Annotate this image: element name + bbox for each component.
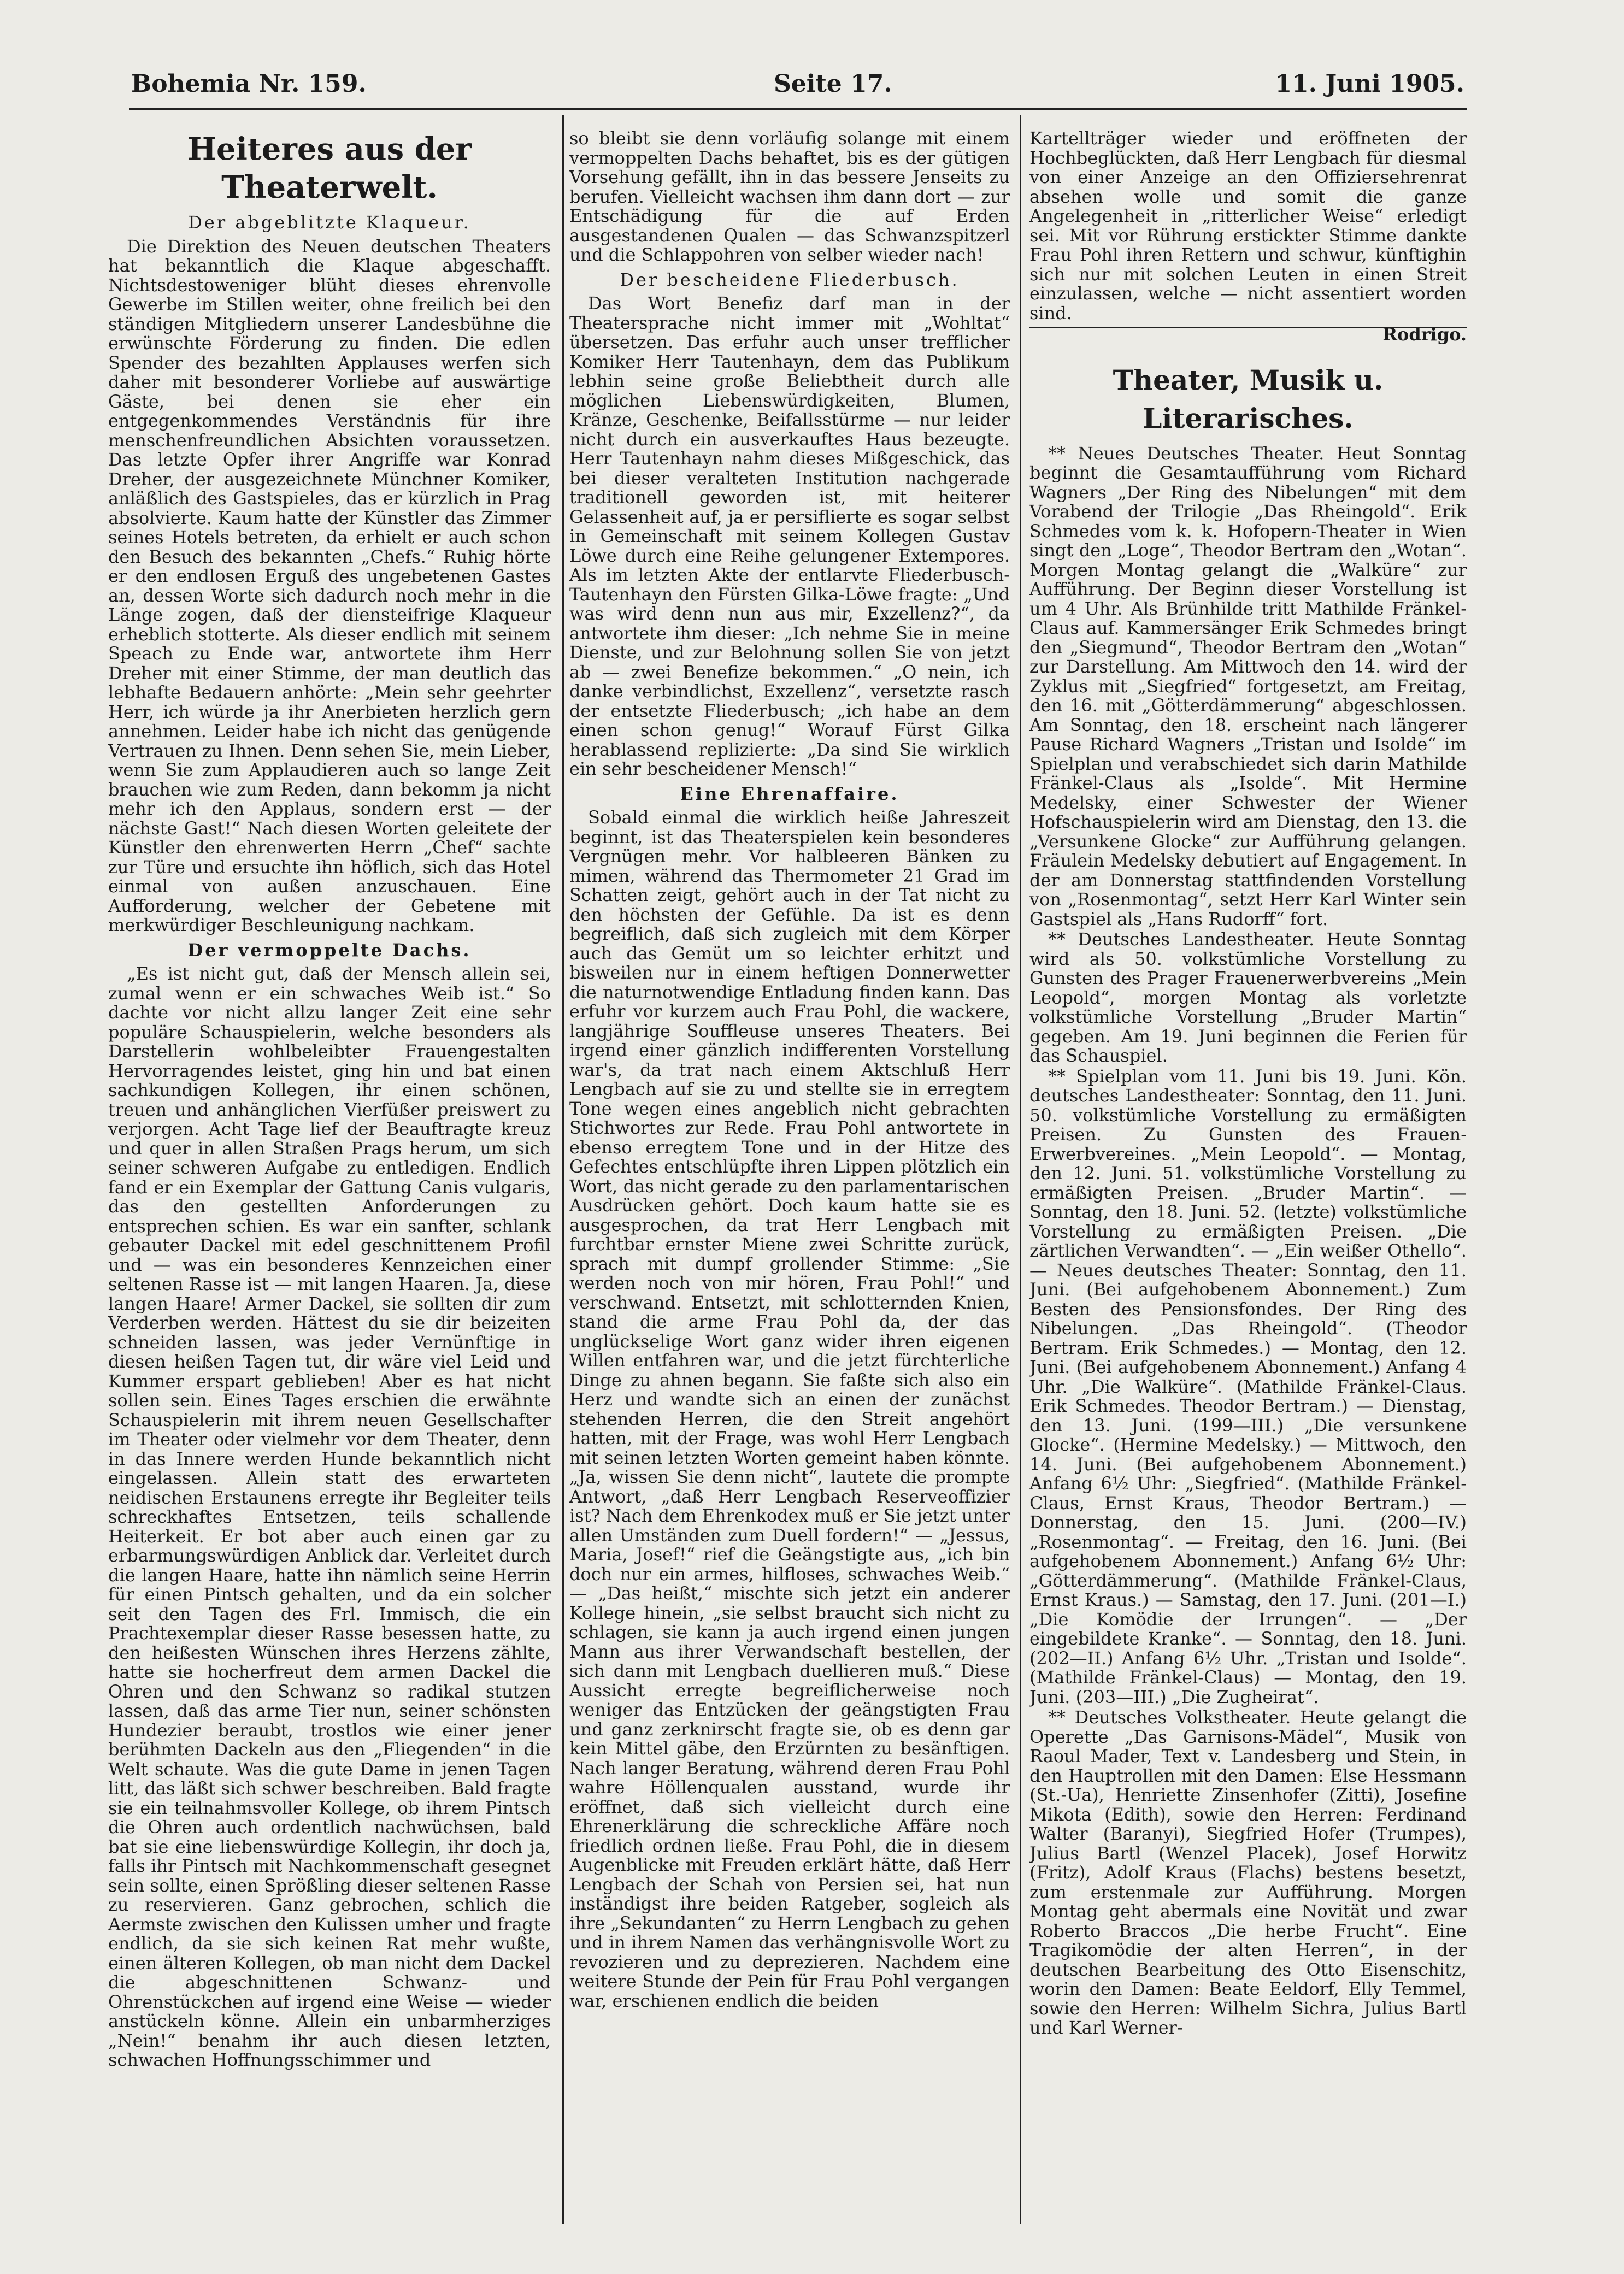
- notice-deutsches-volkstheater: ** Deutsches Volkstheater. Heute gelangt die Operette „Das Garnisons-Mädel“, Musik von Raoul Mader, Text v. Landesberg und Stein, in den Hauptrollen mit den Damen: Else Hessmann (St.-Ua), Henriette Zinsenhofer (Zitti), Josefine Mikota (Edith), sowie den Herren: Ferdinand Walter (Baranyi), Siegfried Hofer (Trumpes), Julius Bartl (Wenzel Placek), Josef Horwitz (Fritz), Adolf Kraus (Flachs) bestens besetzt, zum erstenmale zur Aufführung. Morgen Montag geht abermals eine Novität und zwar Roberto Braccos „Die herbe Frucht“. Eine Tragikomödie der alten Herren“, in der deutschen Bearbeitung des Otto Eisenschitz, worin den Damen: Beate Eeldorf, Elly Temmel, sowie den Herren: Wilhelm Sichra, Julius Bartl und Karl Werner-: [1029, 1707, 1467, 2038]
- article-body-klaqueur: Die Direktion des Neuen deutschen Theaters hat bekanntlich die Klaque abgeschafft. Nichtsdestoweniger blüht dieses ehrenvolle Gewerbe im Stillen weiter, ohne freilich bei den ständigen Mitgliedern unserer Landesbühne die erwünschte Förderung zu finden. Die edlen Spender des bezahlten Applauses werfen sich daher mit besonderer Vorliebe auf auswärtige Gäste, bei denen sie eher ein entgegenkommendes Verständnis für ihre menschenfreundlichen Absichten voraussetzen. Das letzte Opfer ihrer Angriffe war Konrad Dreher, der ausgezeichnete Münchner Komiker, anläßlich des Gastspieles, das er kürzlich in Prag absolvierte. Kaum hatte der Künstler das Zimmer seines Hotels betreten, da erhielt er auch schon den Besuch des bekannten „Chefs.“ Ruhig hörte er den endlosen Erguß des ungebetenen Gastes an, dessen Worte sich dadurch noch mehr in die Länge zogen, daß der diensteifrige Klaqueur erheblich stotterte. Als dieser endlich mit seinem Speach zu Ende war, antwortete ihm Herr Dreher mit einer Stimme, der man deutlich das lebhafte Bedauern anhörte: „Mein sehr geehrter Herr, ich würde ja ihr Anerbieten herzlich gern annehmen. Leider habe ich nicht das genügende Vertrauen zu Ihnen. Denn sehen Sie, mein Lieber, wenn Sie zum Applaudieren auch so lange Zeit brauchen wie zum Reden, dann bekomm ja nicht mehr ich den Applaus, sondern erst — der nächste Gast!“ Nach diesen Worten geleitete der Künstler den ehrenwerten Herrn „Chef“ sachte zur Türe und ersuchte ihn höflich, sich das Hotel einmal von außen anzuschauen. Eine Aufforderung, welcher der Gebetene mit merkwürdiger Beschleunigung nachkam.: [108, 235, 551, 935]
- column-3: [1029, 129, 1467, 2274]
- notice-neues-deutsches-theater: ** Neues Deutsches Theater. Heut Sonntag beginnt die Gesamtaufführung vom Richard Wagners „Der Ring des Nibelungen“ mit dem Vorabend der Trilogie „Das Rheingold“. Erik Schmedes vom k. k. Hofopern-Theater in Wien singt den „Loge“, Theodor Bertram den „Wotan“. Morgen Montag gelangt die „Walküre“ zur Aufführung. Der Beginn dieser Vorstellung ist um 4 Uhr. Als Brünhilde tritt Mathilde Fränkel-Claus auf. Kammersänger Erik Schmedes bringt den „Siegmund“, Theodor Bertram den „Wotan“ zur Darstellung. Am Mittwoch den 14. wird der Zyklus mit „Siegfried“ fortgesetzt, am Freitag, den 16. mit „Götterdämmerung“ abgeschlossen. Am Sonntag, den 18. erscheint nach längerer Pause Richard Wagners „Tristan und Isolde“ im Spielplan und verabschiedet sich darin Mathilde Fränkel-Claus als „Isolde“. Mit Hermine Medelsky, einer Schwester der Wiener Hofschauspielerin wird am Dienstag, den 13. die „Versunkene Glocke“ zur Aufführung gelangen. Fräulein Medelsky debutiert auf Engagement. In der am Donnerstag stattfindenden Vorstellung von „Rosenmontag“, setzt Herr Karl Winter sein Gastspiel als „Hans Rudorff“ fort.: [1029, 443, 1467, 929]
- article-body-fliederbusch: Das Wort Benefiz darf man in der Theatersprache nicht immer mit „Wohltat“ übersetzen. Das erfuhr auch unser trefflicher Komiker Herr Tautenhayn, dem das Publikum lebhin seine große Beliebtheit durch alle möglichen Liebenswürdigkeiten, Blumen, Kränze, Geschenke, Beifallsstürme — nur leider nicht durch ein ausverkauftes Haus bezeugte. Herr Tautenhayn nahm dieses Mißgeschick, das bei dieser veralteten Institution nachgerade traditionell geworden ist, mit heiterer Gelassenheit auf, ja er persiflierte es sogar selbst in Gemeinschaft mit seinem Kollegen Gustav Löwe durch eine Reihe gelungener Extempores. Als im letzten Akte der entlarvte Fliederbusch-Tautenhayn den Fürsten Gilka-Löwe fragte: „Und was wird denn nun aus mir, Exzellenz?“, da antwortete ihm dieser: „Ich nehme Sie in meine Dienste, und zur Belohnung sollen Sie von jetzt ab — zwei Benefize bekommen.“ „O nein, ich danke verbindlichst, Exzellenz“, versetzte rasch der entsetzte Fliederbusch; „ich habe an dem einen schon genug!“ Worauf Fürst Gilka herablassend replizierte: „Da sind Sie wirklich ein sehr bescheidener Mensch!“: [569, 293, 1010, 779]
- issue-date: 11. Juni 1905.: [1275, 70, 1464, 98]
- page-number: Seite 17.: [774, 70, 892, 98]
- article-body-dachs-continued: so bleibt sie denn vorläufig solange mit einem vermoppelten Dachs behaftet, bis es der gütigen Vorsehung gefällt, ihn in das bessere Jenseits zu berufen. Vielleicht wachsen ihm dann dort — zur Entschädigung für die auf Erden ausgestandenen Qualen — das Schwanzspitzerl und die Schlappohren von selber wieder nach!: [569, 129, 1010, 265]
- notice-spielplan: ** Spielplan vom 11. Juni bis 19. Juni. Kön. deutsches Landestheater: Sonntag, den 11. Juni. 50. volkstümliche Vorstellung zu ermäßigten Preisen. Zu Gunsten des Frauen-Erwerbvereines. „Mein Leopold“. — Montag, den 12. Juni. 51. volkstümliche Vorstellung zu ermäßigten Preisen. „Bruder Martin“. — Sonntag, den 18. Juni. 52. (letzte) volkstümliche Vorstellung zu ermäßigten Preisen. „Die zärtlichen Verwandten“. — „Ein weißer Othello“. — Neues deutsches Theater: Sonntag, den 11. Juni. (Bei aufgehobenem Abonnement.) Zum Besten des Pensionsfondes. Der Ring des Nibelungen. „Das Rheingold“. (Theodor Bertram. Erik Schmedes.) — Montag, den 12. Juni. (Bei aufgehobenem Abonnement.) Anfang 4 Uhr. „Die Walküre“. (Mathilde Fränkel-Claus. Erik Schmedes. Theodor Bertram.) — Dienstag, den 13. Juni. (199—III.) „Die versunkene Glocke“. (Hermine Medelsky.) — Mittwoch, den 14. Juni. (Bei aufgehobenem Abonnement.) Anfang 6½ Uhr: „Siegfried“. (Mathilde Fränkel-Claus, Ernst Kraus, Theodor Bertram.) — Donnerstag, den 15. Juni. (200—IV.) „Rosenmontag“. — Freitag, den 16. Juni. (Bei aufgehobenem Abonnement.) Anfang 6½ Uhr: „Götterdämmerung“. (Mathilde Fränkel-Claus, Ernst Kraus.) — Samstag, den 17. Juni. (201—I.) „Die Komödie der Irrungen“. — „Der eingebildete Kranke“. — Sonntag, den 18. Juni. (202—II.) Anfang 6½ Uhr. „Tristan und Isolde“. (Mathilde Fränkel-Claus) — Montag, den 19. Juni. (203—III.) „Die Zugheirat“.: [1029, 1065, 1467, 1707]
- article-heading-dachs: Der vermoppelte Dachs.: [187, 939, 472, 961]
- article-heading-fliederbusch: Der bescheidene Fliederbusch.: [620, 269, 960, 290]
- column-2: [569, 129, 1010, 2274]
- author-signature: Rodrigo.: [1382, 324, 1467, 345]
- column-1: [108, 127, 551, 2274]
- article-body-dachs: „Es ist nicht gut, daß der Mensch allein sei, zumal wenn er ein schwaches Weib ist.“ So dachte vor nicht allzu langer Zeit eine sehr populäre Schauspielerin, welche besonders als Darstellerin wohlbeleibter Frauengestalten Hervorragendes leistet, ging hin und bat einen sachkundigen Kollegen, ihr einen schönen, treuen und anhänglichen Vierfüßer preiswert zu verjorgen. Acht Tage lief der Beauftragte kreuz und quer in allen Straßen Prags herum, um sich seiner schweren Aufgabe zu entledigen. Endlich fand er ein Exemplar der Gattung Canis vulgaris, das den gestellten Anforderungen zu entsprechen schien. Es war ein sanfter, schlank gebauter Dackel mit edel geschnittenem Profil und — was ein besonderes Kennzeichen einer seltenen Rasse ist — mit langen Haaren. Ja, diese langen Haare! Armer Dackel, sie sollten dir zum Verderben werden. Hättest du sie dir beizeiten schneiden lassen, was jeder Vernünftige in diesen heißen Tagen tut, dir wäre viel Leid und Kummer erspart geblieben! Aber es hat nicht sollen sein. Eines Tages erschien die erwähnte Schauspielerin mit ihrem neuen Gesellschafter im Theater oder vielmehr vor dem Theater, denn in das Innere werden Hunde bekanntlich nicht eingelassen. Allein statt des erwarteten neidischen Erstaunens erregte ihr Begleiter teils schreckhaftes Entsetzen, teils schallende Heiterkeit. Er bot aber auch einen gar zu erbarmungswürdigen Anblick dar. Verleitet durch die langen Haare, hatte ihn nämlich seine Herrin für einen Pintsch gehalten, und da ein solcher seit den Tagen des Frl. Immisch, die ein Prachtexemplar dieser Rasse besessen hatte, zu den heißesten Wünschen ihres Herzens zählte, hatte sie hocherfreut dem armen Dackel die Ohren und den Schwanz so radikal stutzen lassen, daß das arme Tier nun, seiner schönsten Hundezier beraubt, trostlos wie einer jener berühmten Dackeln aus den „Fliegenden“ in die Welt schaute. Was die gute Dame in jenen Tagen litt, das läßt sich schwer beschreiben. Bald fragte sie ein teilnahmsvoller Kollege, ob ihrem Pintsch die Ohren auch ordentlich nachwüchsen, bald bat sie eine liebenswürdige Kollegin, ihr doch ja, falls ihr Pintsch mit Nachkommenschaft gesegnet sein sollte, einen Sprößling dieser seltenen Rasse zu reservieren. Ganz gebrochen, schlich die Aermste zwischen den Kulissen umher und fragte endlich, da sie sich keinen Rat mehr wußte, einen älteren Kollegen, ob man nicht dem Dackel die abgeschnittenen Schwanz- und Ohrenstückchen auf irgend eine Weise — wieder anstückeln könne. Allein ein unbarmherziges „Nein!“ benahm ihr auch diesen letzten, schwachen Hoffnungsschimmer und: [108, 963, 551, 2070]
- article-heading-klaqueur: Der abgeblitzte Klaqueur.: [188, 212, 471, 233]
- article-body-ehrenaffaire-continued: Kartellträger wieder und eröffneten der Hochbeglückten, daß Herr Lengbach für diesmal von einer Anzeige an den Offiziersehrenrat absehen wolle und somit die ganze Angelegenheit in „ritterlicher Weise“ erledigt sei. Mit vor Rührung erstickter Stimme dankte Frau Pohl ihren Rettern und schwur, künftighin sich nur mit solchen Leuten in einen Streit einzulassen, welche — nicht assentiert worden sind.: [1029, 129, 1467, 323]
- column-divider-2: [1020, 115, 1021, 2224]
- section-title-theater-musik: Theater, Musik u. Literarisches.: [1113, 363, 1384, 434]
- issue-number: Bohemia Nr. 159.: [131, 70, 367, 98]
- article-body-ehrenaffaire: Sobald einmal die wirklich heiße Jahreszeit beginnt, ist das Theaterspielen kein besonderes Vergnügen mehr. Vor halbleeren Bänken zu mimen, während das Thermometer 21 Grad im Schatten zeigt, gehört auch in der Tat nicht zu den höchsten der Gefühle. Da ist es denn begreiflich, daß sich zugleich mit dem Körper auch das Gemüt um so leichter erhitzt und bisweilen nur in einem heftigen Donnerwetter die naturnotwendige Entladung finden kann. Das erfuhr vor kurzem auch Frau Pohl, die wackere, langjährige Souffleuse unseres Theaters. Bei irgend einer gänzlich indifferenten Vorstellung war's, da trat nach einem Aktschluß Herr Lengbach auf sie zu und stellte sie in erregtem Tone wegen eines angeblich nicht gebrachten Stichwortes zur Rede. Frau Pohl antwortete in ebenso erregtem Tone und in der Hitze des Gefechtes entschlüpfte ihren Lippen plötzlich ein Wort, das nicht gerade zu den parlamentarischen Ausdrücken gehört. Doch kaum hatte sie es ausgesprochen, da trat Herr Lengbach mit furchtbar ernster Miene zwei Schritte zurück, sprach mit dumpf grollender Stimme: „Sie werden noch von mir hören, Frau Pohl!“ und verschwand. Entsetzt, mit schlotternden Knien, stand die arme Frau Pohl da, der das unglückselige Wort ganz wider ihren eigenen Willen entfahren war, und die jetzt fürchterliche Dinge zu ahnen begann. Sie faßte sich also ein Herz und wandte sich an einen der zunächst stehenden Herren, die den Streit angehört hatten, mit der Frage, was wohl Herr Lengbach mit seinen letzten Worten gemeint haben könnte. „Ja, wissen Sie denn nicht“, lautete die prompte Antwort, „daß Herr Lengbach Reserveoffizier ist? Nach dem Ehrenkodex muß er Sie jetzt unter allen Umständen zum Duell fordern!“ — „Jessus, Maria, Josef!“ rief die Geängstigte aus, „ich bin doch nur ein armes, hilfloses, schwaches Weib.“ — „Das heißt,“ mischte sich jetzt ein anderer Kollege hinein, „sie selbst braucht sich nicht zu schlagen, sie kann ja auch irgend einen jungen Mann aus ihrer Verwandschaft bestellen, der sich dann mit Lengbach duellieren muß.“ Diese Aussicht erregte begreiflicherweise noch weniger das Entzücken der geängstigten Frau und ganz zerknirscht fragte sie, ob es denn gar kein Mittel gäbe, den Erzürnten zu besänftigen. Nach langer Beratung, während deren Frau Pohl wahre Höllenqualen ausstand, wurde ihr eröffnet, daß sich vielleicht durch eine Ehrenerklärung die schreckliche Affäre noch friedlich ordnen ließe. Frau Pohl, die in diesem Augenblicke mit Freuden erklärt hätte, daß Herr Lengbach der Schah von Persien sei, hat nun inständigst ihre beiden Ratgeber, sogleich als ihre „Sekundanten“ zu Herrn Lengbach zu gehen und in ihrem Namen das verhängnisvolle Wort zu revozieren und zu deprezieren. Nachdem eine weitere Stunde der Pein für Frau Pohl vergangen war, erschienen endlich die beiden: [569, 807, 1010, 2011]
- column-divider-1: [562, 115, 564, 2224]
- section-title-theaterwelt: Heiteres aus der Theaterwelt.: [187, 131, 472, 205]
- notice-deutsches-landestheater: ** Deutsches Landestheater. Heute Sonntag wird als 50. volkstümliche Vorstellung zu Gunsten des Prager Frauenerwerbvereins „Mein Leopold“, morgen Montag als vorletzte volkstümliche Vorstellung „Bruder Martin“ gegeben. Am 19. Juni beginnen die Ferien für das Schauspiel.: [1029, 929, 1467, 1066]
- header-rule: [129, 108, 1467, 110]
- page-header: [131, 70, 1464, 108]
- article-heading-ehrenaffaire: Eine Ehrenaffaire.: [680, 783, 899, 804]
